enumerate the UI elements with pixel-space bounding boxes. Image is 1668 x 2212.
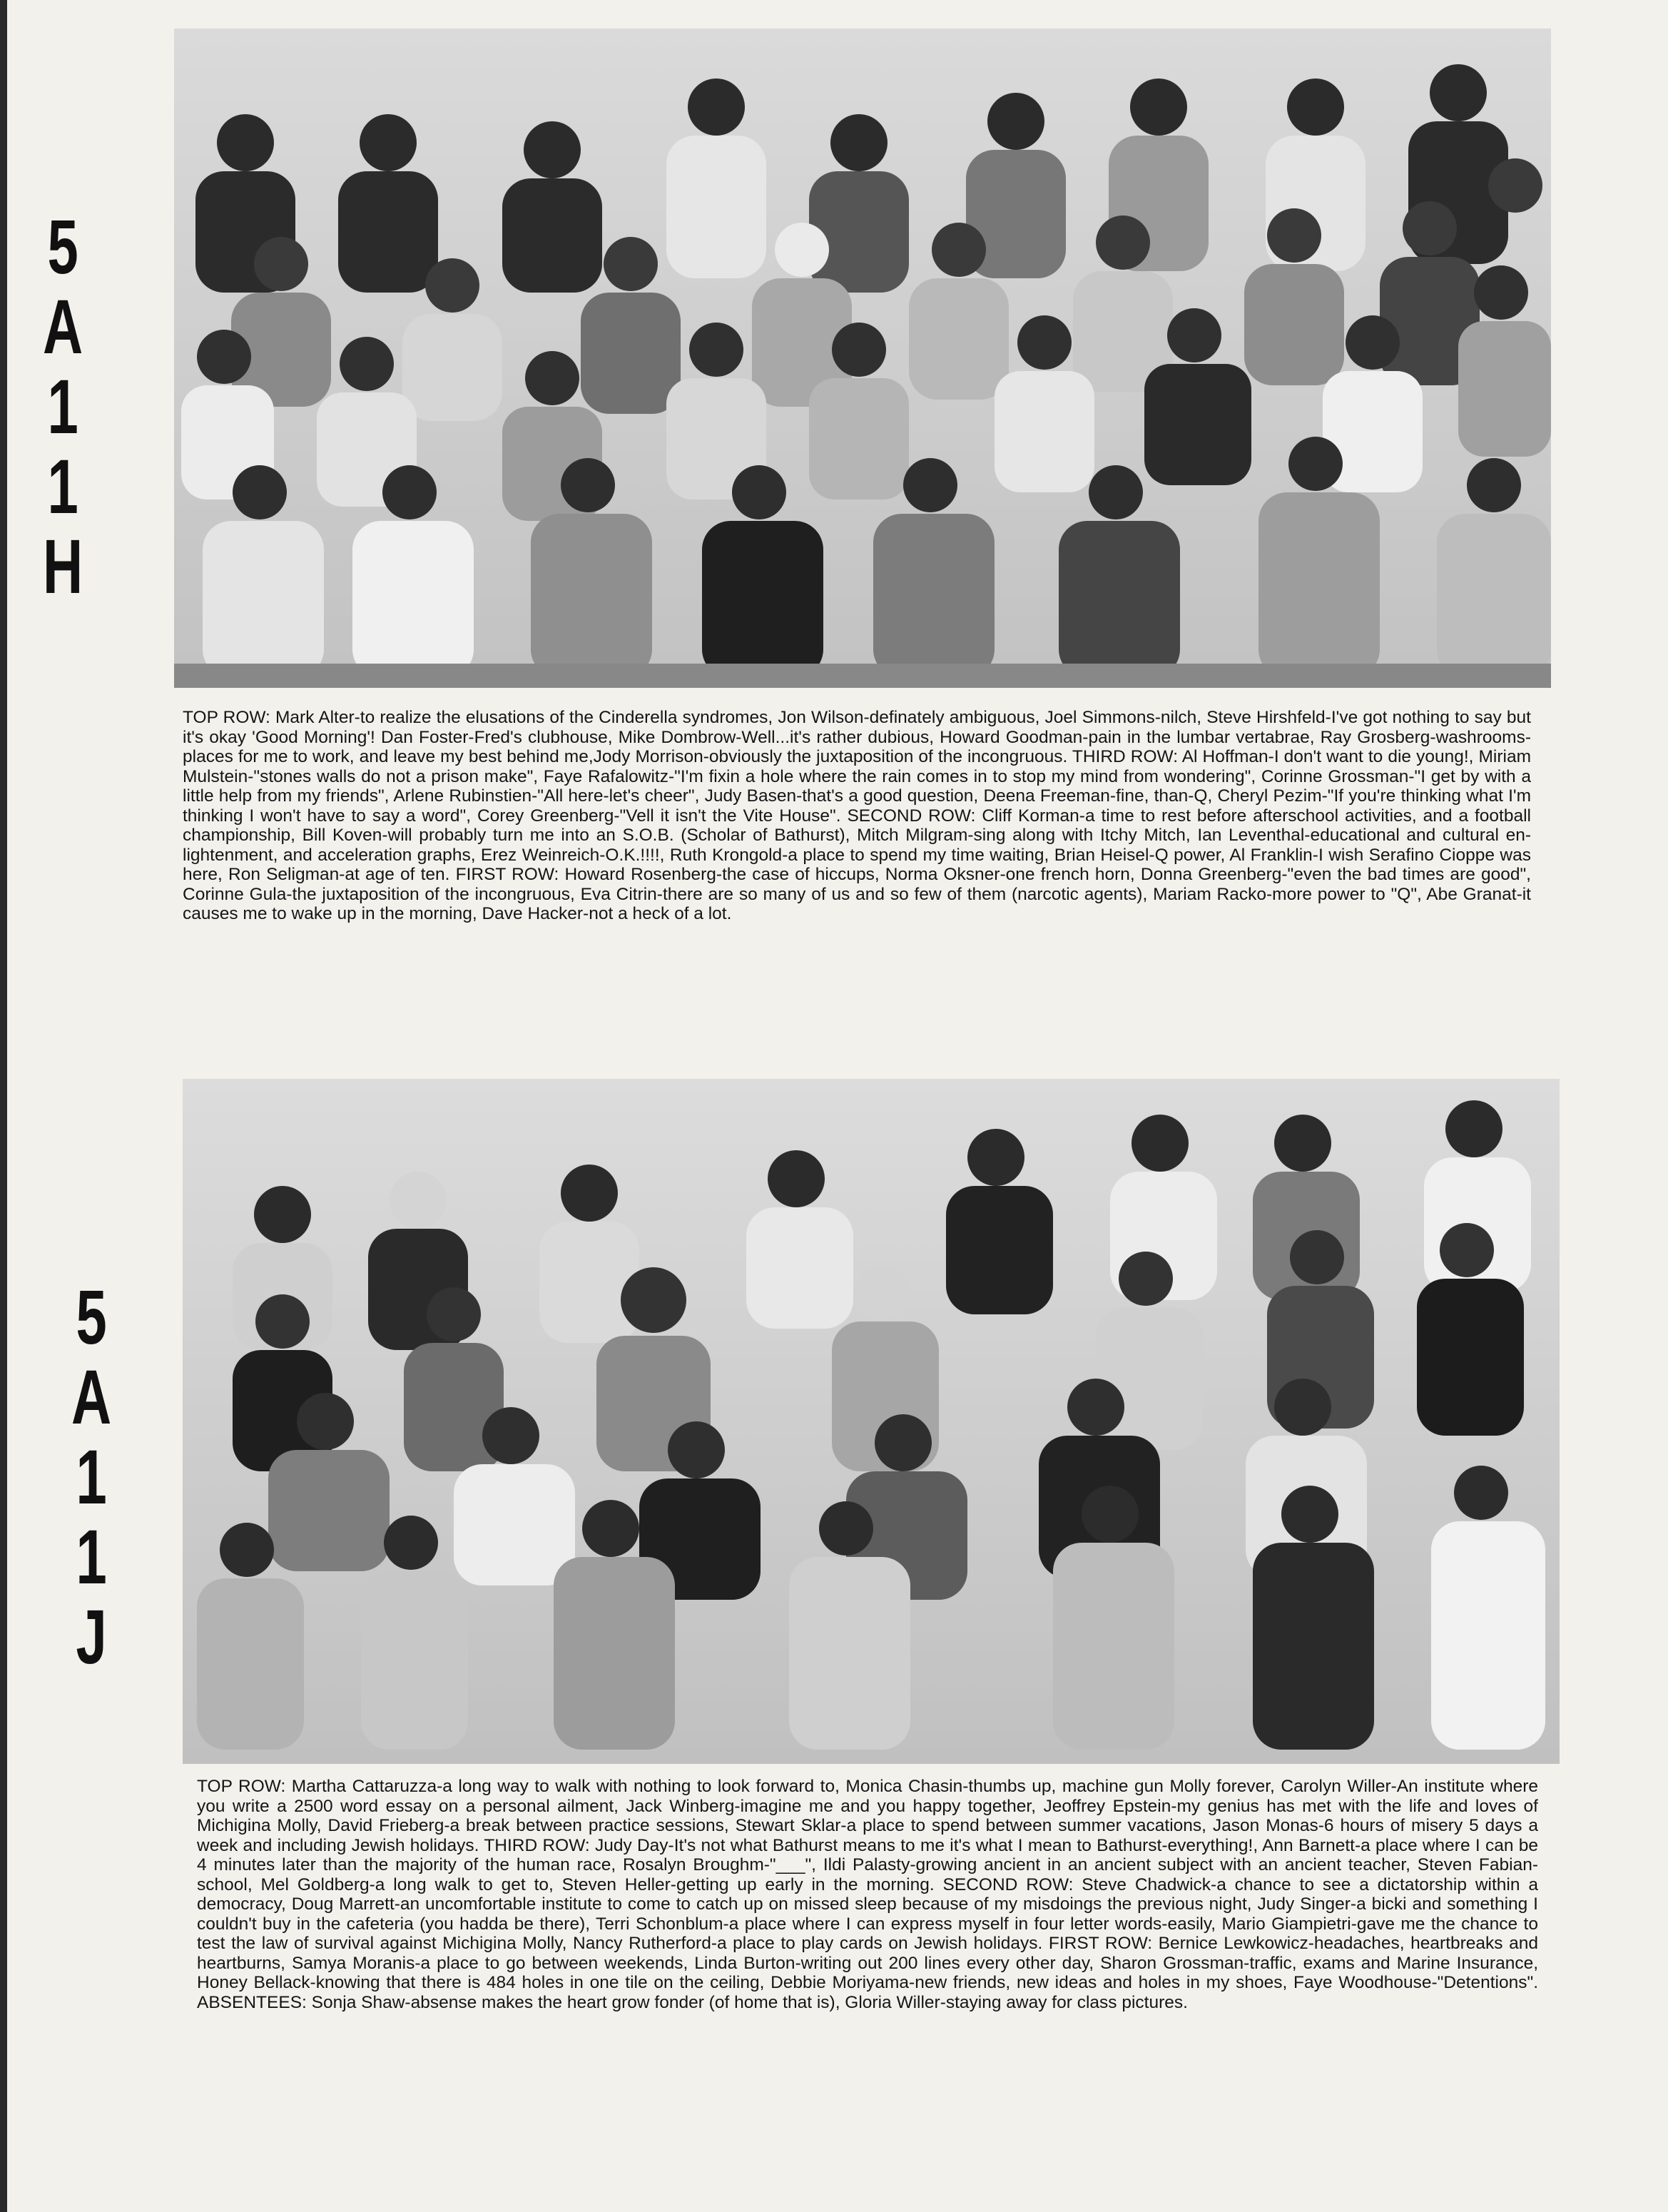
- class-code-5a11j: [71, 1274, 112, 1680]
- class-code-char: 1: [76, 1434, 107, 1520]
- class-photo-5a11h: [174, 29, 1551, 688]
- class-code-char: 5: [47, 203, 78, 290]
- caption-text: TOP ROW: Martha Cattaruzza-a long way to walk with nothing to look forward to, Monica Chasin-thumbs up, machine gun Molly forever, Carolyn Willer-An institute where you write a 2500 word essay on a personal ailment, Jack Winberg-imagine me and you happy together, Jeoffrey Epstein-my genius has met with the life and loves of Michigina Molly, David Frieberg-a break between practice sessions, Stewart Sklar-a place to spend between summer vacations, Jason Monas-6 hours of misery 5 days a week and including Jewish holidays. THIRD ROW: Judy Day-It's not what Bathurst means to me it's what I mean to Bathurst-everything!, Ann Barnett-a place where I can be 4 minutes later than the majority of the human race, Rosalyn Broughm-"___", Ildi Palasty-growing ancient in an ancient subject with an ancient teacher, Steven Fabian-school, Mel Goldberg-a long walk to get to, Steven Heller-getting up early in the morning. SECOND ROW: Steve Chadwick-a chance to see a dictatorship within a democracy, Doug Marrett-an uncomfortable institute to come to catch up on missed sleep because of my misdoings the previous night, Judy Singer-a bicki and something I couldn't buy in the cafeteria (you hadda be there), Terri Schonblum-a place where I can express myself in four letter words-easily, Mario Giampietri-gave me the chance to test the law of survival against Michigina Molly, Nancy Rutherford-a place to play cards on Jewish holidays. FIRST ROW: Bernice Lewkowicz-headaches, heartbreaks and heartburns, Samya Moranis-a place to go between weekends, Linda Burton-writing out 200 lines every other day, Sharon Grossman-traffic, exams and Marine Insurance, Honey Bellack-knowing that there is 484 holes in one tile on the ceiling, Debbie Moriyama-new friends, new ideas and holes in my shoes, Faye Woodhouse-"Detentions". ABSENTEES: Sonja Shaw-absense makes the heart grow fonder (of home that is), Gloria Willer-staying away for class pictures.: [197, 1777, 1538, 2012]
- class-code-char: J: [76, 1593, 107, 1680]
- page-edge-rule: [0, 0, 7, 2212]
- class-code-char: 1: [47, 443, 78, 529]
- caption-5a11h: [183, 708, 1531, 924]
- caption-5a11j: [197, 1777, 1538, 2012]
- class-code-char: 1: [47, 363, 78, 450]
- class-code-char: 5: [76, 1274, 107, 1360]
- class-code-char: 1: [76, 1513, 107, 1600]
- caption-text: TOP ROW: Mark Alter-to realize the elusations of the Cinderella syndromes, Jon Wilson-definately ambiguous, Joel Simmons-nilch, Steve Hirshfeld-I've got nothing to say but it's okay 'Good Morning'! Dan Foster-Fred's clubhouse, Mike Dombrow-Well...it's rather dubious, Howard Goodman-pain in the lumbar vertabrae, Ray Grosberg-washrooms-places for me to work, and leave my best behind me,Jody Morrison-obviously the juxtaposition of the incongruous. THIRD ROW: Al Hoffman-I don't want to die young!, Miriam Mulstein-"stones walls do not a prison make", Faye Rafalowitz-"I'm fixin a hole where the rain comes in to stop my mind from wondering", Corinne Grossman-"I get by with a little help from my friends", Arlene Rubinstien-"All here-let's cheer", Judy Basen-that's a good question, Deena Freeman-fine, than-Q, Cheryl Pezim-"If you're thinking what I'm thinking I won't have to say a word", Corey Greenberg-"Vell it isn't the Vite House". SECOND ROW: Cliff Korman-a time to rest before afterschool activities, and a football championship, Bill Koven-will probably turn me into an S.O.B. (Scholar of Bathurst), Mitch Milgram-sing along with Itchy Mitch, Ian Leventhal-educational and cultural en-lightenment, and acceleration graphs, Erez Weinreich-O.K.!!!!, Ruth Krongold-a place to spend my time waiting, Brian Heisel-Q power, Al Franklin-I wish Serafino Cioppe was here, Ron Seligman-at age of ten. FIRST ROW: Howard Rosenberg-the case of hiccups, Norma Oksner-one french horn, Donna Greenberg-"even the bad times are good", Corinne Gula-the juxtaposition of the incongruous, Eva Citrin-there are so many of us and so few of them (narcotic agents), Mariam Racko-more power to "Q", Abe Granat-it causes me to wake up in the morning, Dave Hacker-not a heck of a lot.: [183, 708, 1531, 923]
- class-photo-group-illustration: [174, 29, 1551, 688]
- class-code-5a11h: [43, 203, 83, 609]
- class-code-char: A: [71, 1354, 112, 1440]
- class-code-char: H: [43, 523, 83, 609]
- class-code-char: A: [43, 283, 83, 370]
- class-photo-group-illustration: [183, 1079, 1560, 1764]
- class-photo-5a11j: [183, 1079, 1560, 1764]
